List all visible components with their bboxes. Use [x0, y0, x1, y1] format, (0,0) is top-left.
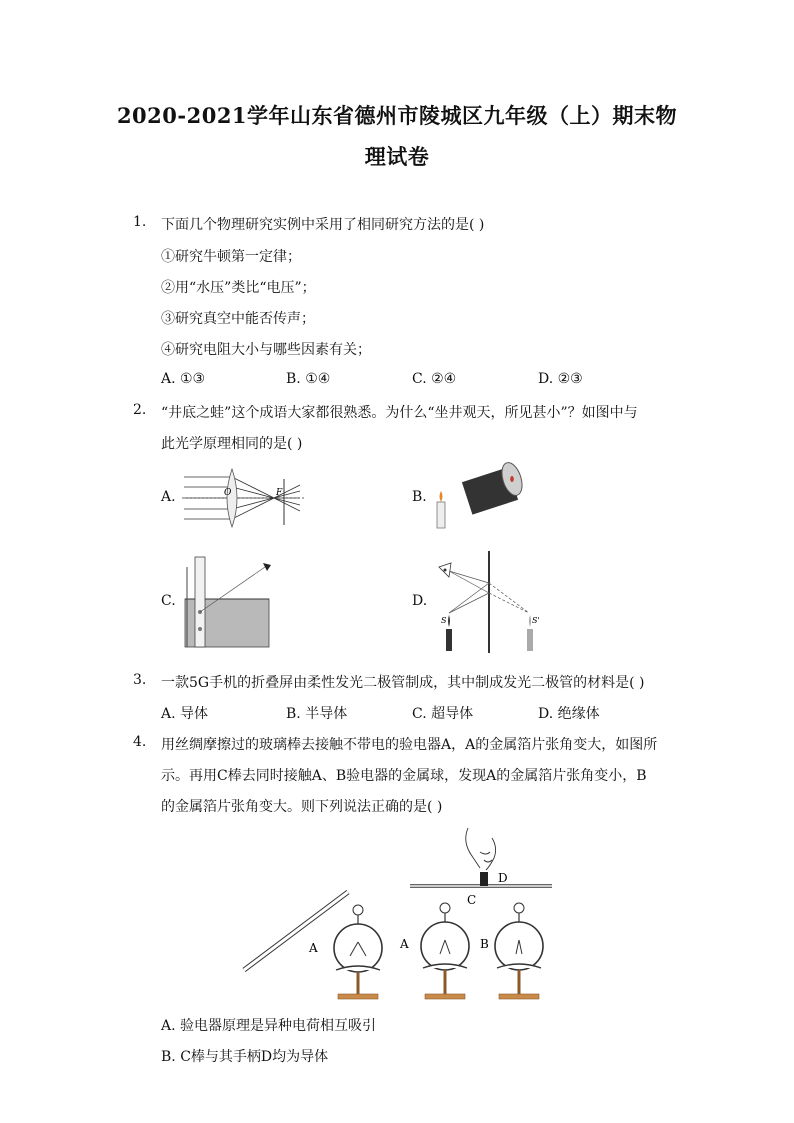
q2-fig-a-label-f: F — [276, 488, 283, 498]
q2-figure-a-lens — [182, 467, 307, 529]
handle-d — [480, 872, 488, 886]
q1-option-a[interactable]: A. ①③ — [161, 371, 206, 387]
electroscope-b — [495, 903, 543, 999]
q2-stem-line1: “井底之蛙”这个成语大家都很熟悉。为什么“坐井观天，所见甚小”？如图中与 — [161, 405, 638, 421]
q4-fig-label-a2: A — [400, 937, 409, 951]
q4-option-a[interactable]: A. 验电器原理是异种电荷相互吸引 — [161, 1018, 377, 1034]
q1-item-2: ②用“水压”类比“电压”； — [161, 280, 316, 296]
q4-stem-line3: 的金属箔片张角变大。则下列说法正确的是( ) — [161, 799, 443, 815]
q1-option-c[interactable]: C. ②④ — [412, 371, 457, 387]
q4-stem-line2: 示。再用C棒去同时接触A、B验电器的金属球，发现A的金属箔片张角变小，B — [161, 768, 647, 784]
q3-option-d[interactable]: D. 绝缘体 — [538, 706, 600, 722]
q4-fig-label-d: D — [498, 871, 508, 885]
q3-option-c[interactable]: C. 超导体 — [412, 706, 474, 722]
q1-option-b[interactable]: B. ①④ — [286, 371, 331, 387]
q1-option-d[interactable]: D. ②③ — [538, 371, 583, 387]
q3-option-a[interactable]: A. 导体 — [161, 706, 209, 722]
q1-item-1: ①研究牛顿第一定律； — [161, 249, 301, 265]
q1-stem: 下面几个物理研究实例中采用了相同研究方法的是( ) — [161, 217, 485, 233]
paper-title-line2: 理试卷 — [364, 144, 430, 169]
q2-option-c[interactable]: C. — [161, 593, 176, 609]
q4-option-b[interactable]: B. C棒与其手柄D均为导体 — [161, 1049, 329, 1065]
electroscope-a-right — [421, 903, 469, 999]
q4-fig-label-a1: A — [309, 941, 318, 955]
q4-fig-label-c: C — [467, 893, 477, 907]
q3-stem: 一款5G手机的折叠屏由柔性发光二极管制成，其中制成发光二极管的材料是( ) — [161, 675, 645, 691]
q3-option-b[interactable]: B. 半导体 — [286, 706, 348, 722]
q2-option-b[interactable]: B. — [412, 489, 427, 505]
q2-fig-d-label-s-prime: S' — [532, 616, 540, 625]
paper-title-line1: 2020-2021学年山东省德州市陵城区九年级（上）期末物 — [116, 103, 678, 128]
q4-stem-line1: 用丝绸摩擦过的玻璃棒去接触不带电的验电器A，A的金属箔片张角变大，如图所 — [161, 737, 658, 753]
q3-number: 3. — [133, 672, 147, 688]
q2-option-d[interactable]: D. — [412, 593, 428, 609]
q2-option-a[interactable]: A. — [161, 489, 176, 505]
q2-figure-c-water — [185, 557, 285, 649]
q2-stem-line2: 此光学原理相同的是( ) — [161, 436, 303, 452]
q4-fig-label-b: B — [480, 937, 489, 951]
q2-figure-b-pinhole — [432, 460, 532, 535]
q4-number: 4. — [133, 734, 147, 750]
q2-fig-a-label-o: O — [224, 488, 232, 498]
q1-item-4: ④研究电阻大小与哪些因素有关； — [161, 342, 371, 358]
q1-number: 1. — [133, 214, 147, 230]
q2-number: 2. — [133, 402, 147, 418]
q4-figure-electroscopes — [240, 822, 560, 1004]
q2-figure-d-mirror — [437, 549, 549, 655]
hand-icon — [466, 828, 496, 870]
q2-fig-d-label-s: S — [441, 616, 447, 625]
q1-item-3: ③研究真空中能否传声； — [161, 311, 315, 327]
electroscope-a-left — [334, 905, 382, 999]
glass-rod — [244, 892, 348, 970]
